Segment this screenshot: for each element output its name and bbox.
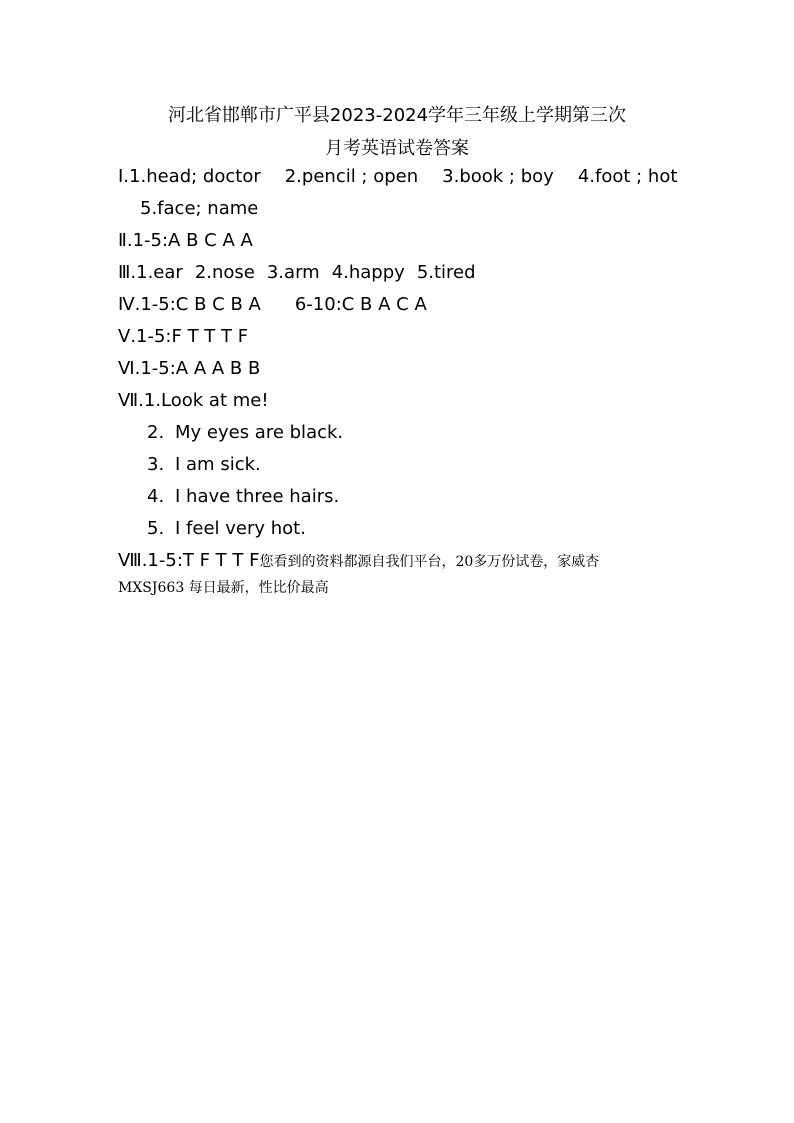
section-7-answer-5 — [147, 518, 306, 539]
section-4-part-2: 6-10:C B A C A — [294, 294, 427, 315]
section-6-answers: Ⅵ.1-5:A A A B B — [118, 358, 261, 379]
answer-text: My eyes are black. — [175, 422, 344, 443]
section-4-part-1: Ⅳ.1-5:C B C B A — [118, 294, 261, 315]
section-5-answers: Ⅴ.1-5:F T T T F — [118, 326, 249, 347]
page-title-line-2: 月考英语试卷答案 — [325, 138, 469, 159]
section-7-answer-1: Ⅶ.1.Look at me! — [118, 390, 269, 411]
answer-number: 5. — [147, 518, 165, 539]
section-3-answer-5: 5.tired — [416, 262, 476, 283]
section-1-answer-5: 5.face; name — [140, 198, 259, 219]
section-3-answers — [118, 262, 476, 283]
page-title-line-1: 河北省邯郸市广平县2023-2024学年三年级上学期第三次 — [167, 105, 627, 126]
section-3-answer-3: 3.arm — [266, 262, 320, 283]
section-1-answer-3: 3.book ; boy — [442, 166, 554, 187]
section-7-answer-3 — [147, 454, 261, 475]
section-7-answer-2 — [147, 422, 343, 443]
section-8-answers — [118, 550, 599, 571]
section-3-answer-1: Ⅲ.1.ear — [118, 262, 183, 283]
section-1-answer-2: 2.pencil ; open — [284, 166, 419, 187]
section-2-answers: Ⅱ.1-5:A B C A A — [118, 230, 253, 251]
answer-text: I am sick. — [175, 454, 261, 475]
answer-text: I have three hairs. — [175, 486, 340, 507]
section-1-answer-1: Ⅰ.1.head; doctor — [118, 166, 261, 187]
section-4-answers — [118, 294, 427, 315]
promo-note-line-2: MXSJ663 每日最新，性比价最高 — [118, 580, 329, 596]
answer-text: I feel very hot. — [175, 518, 306, 539]
promo-note-line-1: 您看到的资料都源自我们平台，20多万份试卷，家威杏 — [259, 554, 600, 570]
section-8-answer: Ⅷ.1-5:T F T T F — [118, 550, 260, 571]
section-3-answer-4: 4.happy — [331, 262, 405, 283]
answer-number: 3. — [147, 454, 165, 475]
section-3-answer-2: 2.nose — [194, 262, 255, 283]
section-1-answers-row-2 — [140, 198, 258, 219]
answer-number: 4. — [147, 486, 165, 507]
section-7-answer-4 — [147, 486, 339, 507]
section-1-answers-row-1 — [118, 166, 677, 187]
answer-number: 2. — [147, 422, 165, 443]
section-1-answer-4: 4.foot ; hot — [577, 166, 678, 187]
